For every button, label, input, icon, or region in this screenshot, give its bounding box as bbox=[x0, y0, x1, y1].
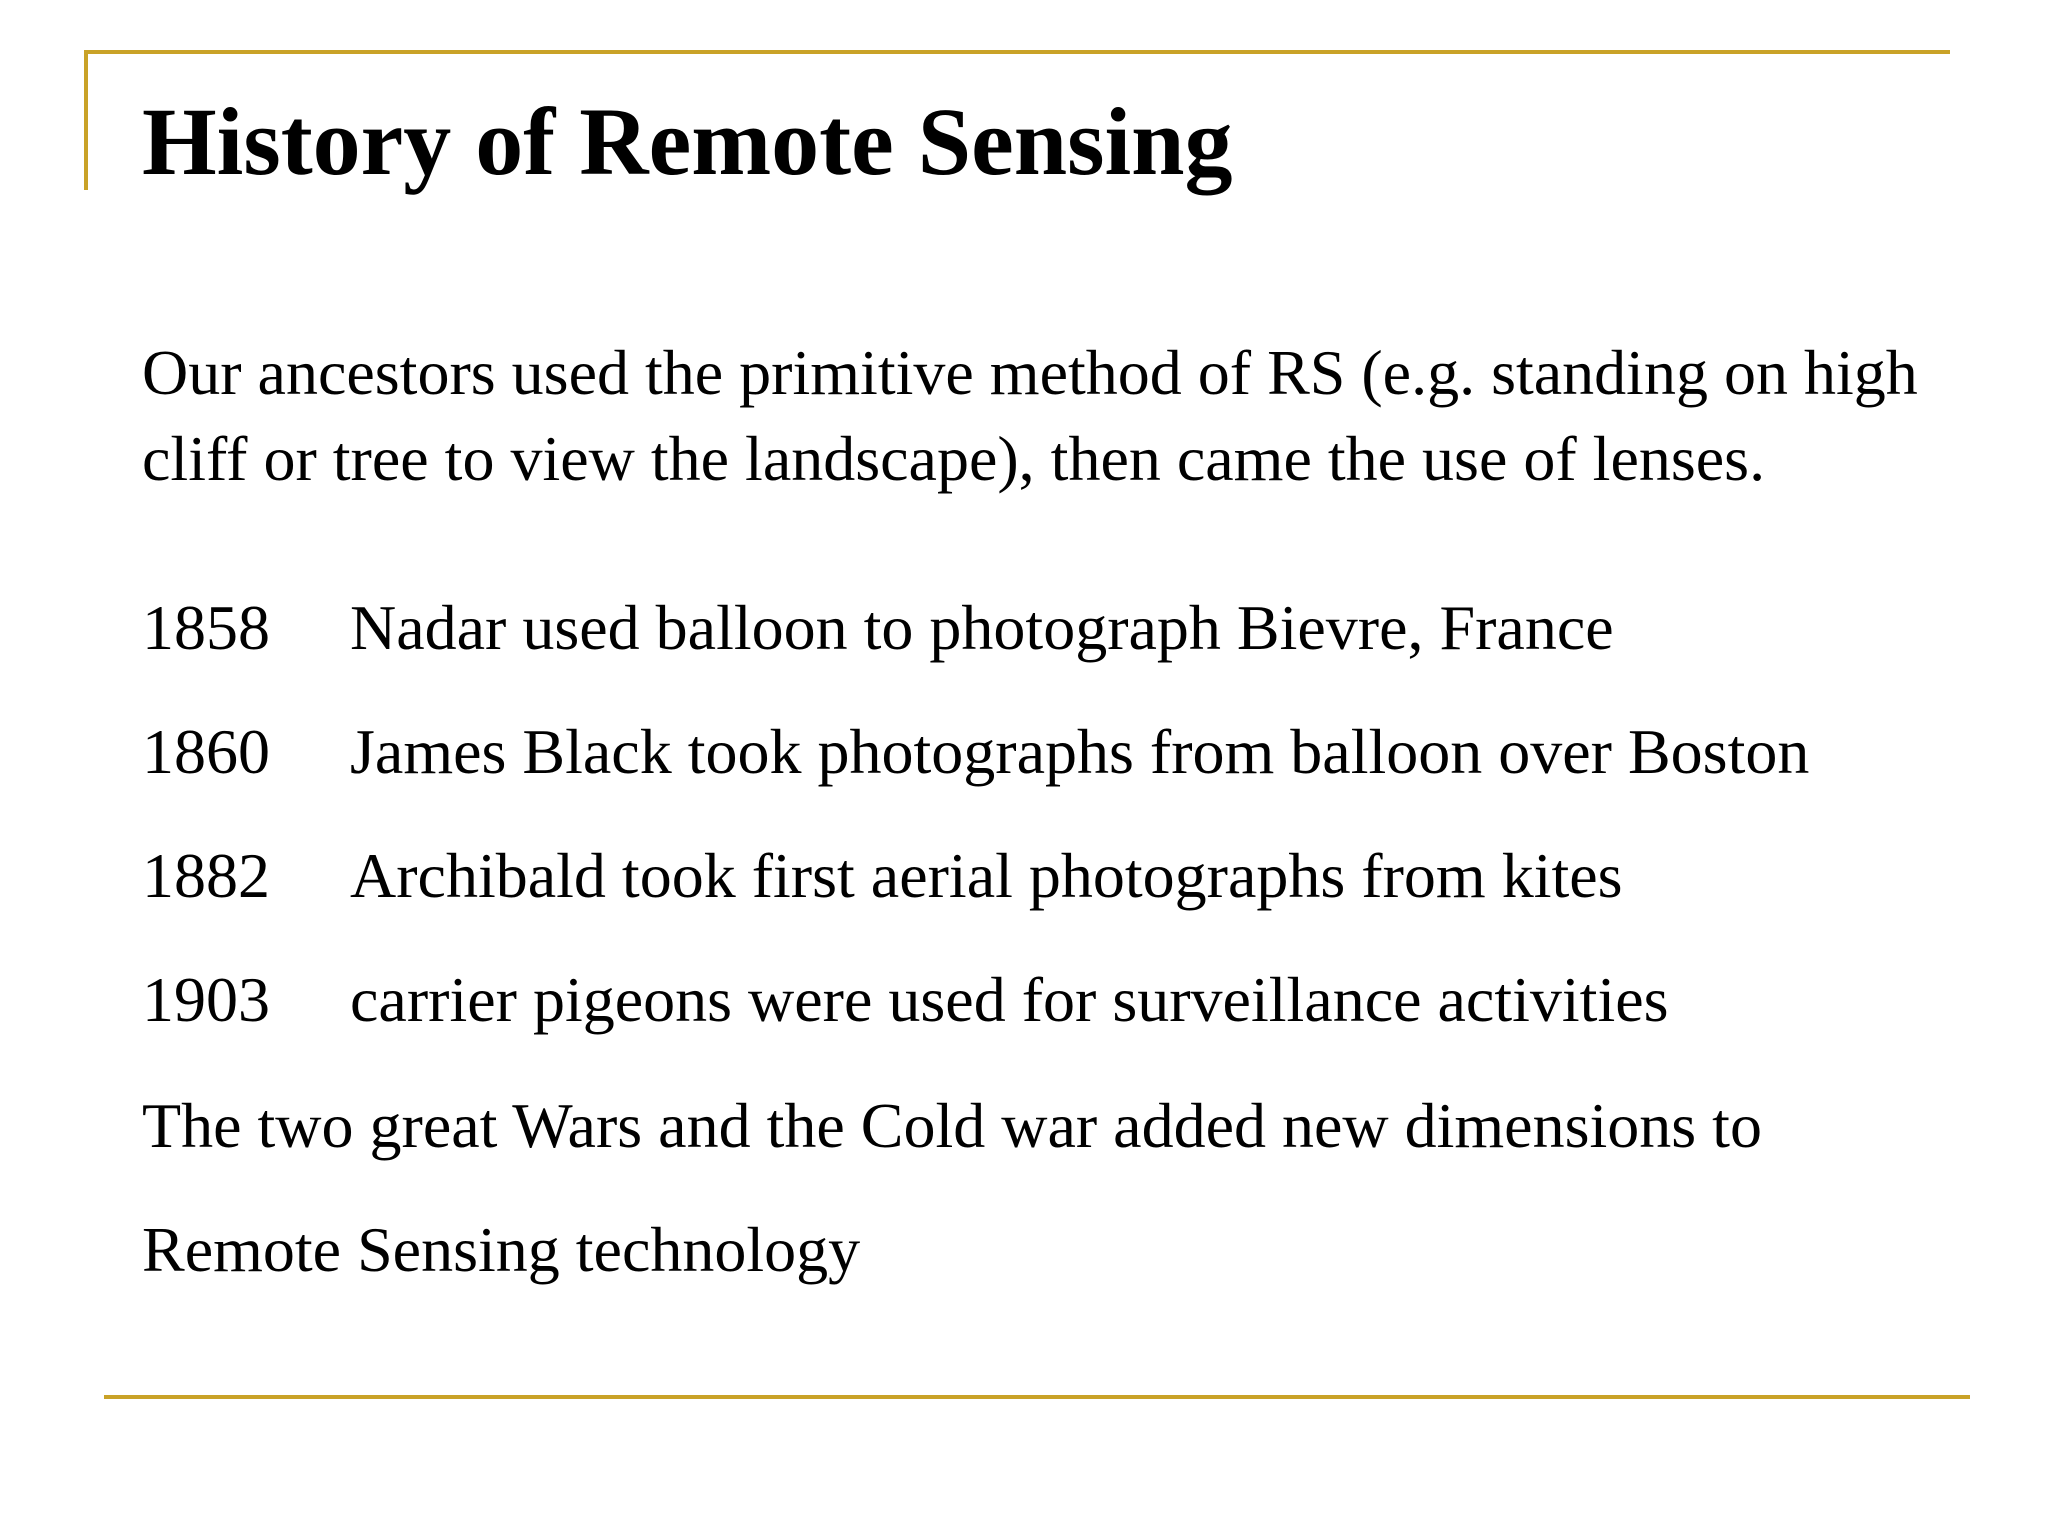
closing-line: The two great Wars and the Cold war added new dimensions to bbox=[142, 1090, 1762, 1161]
timeline-event: Archibald took first aerial photographs from kites bbox=[350, 840, 1623, 911]
timeline-year: 1860 bbox=[142, 716, 270, 787]
timeline-event: carrier pigeons were used for surveillance activities bbox=[350, 964, 1669, 1035]
intro-paragraph: Our ancestors used the primitive method of RS (e.g. standing on high cliff or tree to view the landscape), then came the use of lenses. bbox=[142, 337, 1918, 494]
timeline-item bbox=[142, 709, 2022, 833]
timeline-list bbox=[142, 585, 2022, 1081]
timeline-item bbox=[142, 833, 2022, 957]
timeline-event: Nadar used balloon to photograph Bievre, France bbox=[350, 592, 1614, 663]
timeline-item bbox=[142, 585, 2022, 709]
bottom-accent-rule bbox=[104, 1395, 1970, 1399]
closing-line: Remote Sensing technology bbox=[142, 1214, 861, 1285]
timeline-item bbox=[142, 957, 2022, 1081]
left-accent-rule bbox=[84, 50, 88, 190]
timeline-year: 1882 bbox=[142, 840, 270, 911]
slide-title: History of Remote Sensing bbox=[142, 88, 1233, 195]
top-accent-rule bbox=[84, 50, 1950, 54]
timeline-year: 1903 bbox=[142, 964, 270, 1035]
timeline-year: 1858 bbox=[142, 592, 270, 663]
closing-paragraph bbox=[142, 1083, 2022, 1331]
timeline-event: James Black took photographs from balloon over Boston bbox=[350, 716, 1810, 787]
